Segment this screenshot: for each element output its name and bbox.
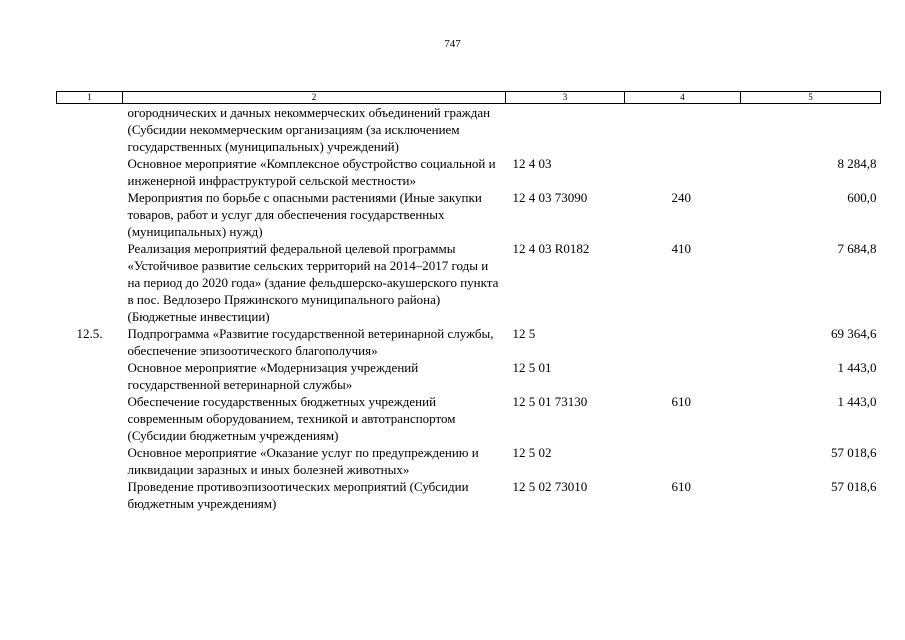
table-row xyxy=(57,155,881,189)
row-code: 12 5 01 xyxy=(512,360,552,375)
page-number: 747 xyxy=(444,38,461,50)
row-expense-type xyxy=(625,325,741,359)
row-expense-type: 610 xyxy=(671,479,691,494)
table-row xyxy=(57,240,881,325)
row-amount: 1 443,0 xyxy=(837,360,877,375)
row-name: Основное мероприятие «Оказание услуг по предупреждению и ликвидации заразных и иных болезней животных» xyxy=(127,445,479,477)
column-header-3: 3 xyxy=(506,92,625,104)
row-name: Реализация мероприятий федеральной целевой программы «Устойчивое развитие сельских территорий на 2014–2017 годы и на период до 2020 года» (здание фельдшерско-акушерского пункта в пос. Ведлозеро Пряжинского муниципального района) (Бюджетные инвестиции) xyxy=(127,241,499,324)
column-header-1: 1 xyxy=(57,92,123,104)
row-code: 12 5 02 xyxy=(512,445,552,460)
row-number xyxy=(57,104,123,156)
row-name: Подпрограмма «Развитие государственной ветеринарной службы, обеспечение эпизоотического благополучия» xyxy=(127,326,494,358)
row-number xyxy=(57,478,123,512)
row-amount: 600,0 xyxy=(847,190,877,205)
row-name: огороднических и дачных некоммерческих объединений граждан (Субсидии некоммерческим организациям (за исключением государственных (муниципальных) учреждений) xyxy=(127,105,491,154)
row-code: 12 4 03 73090 xyxy=(512,190,588,205)
column-header-2: 2 xyxy=(123,92,506,104)
row-amount xyxy=(741,104,881,156)
row-amount: 69 364,6 xyxy=(831,326,877,341)
row-amount: 57 018,6 xyxy=(831,479,877,494)
row-number xyxy=(57,155,123,189)
table-header-row xyxy=(57,92,881,104)
row-number xyxy=(57,189,123,240)
row-code: 12 4 03 xyxy=(512,156,552,171)
column-header-4: 4 xyxy=(625,92,741,104)
row-amount: 8 284,8 xyxy=(837,156,877,171)
row-expense-type xyxy=(625,155,741,189)
row-expense-type xyxy=(625,104,741,156)
row-number xyxy=(57,444,123,478)
row-number xyxy=(57,240,123,325)
table-row xyxy=(57,359,881,393)
row-code: 12 5 02 73010 xyxy=(512,479,588,494)
row-expense-type xyxy=(625,444,741,478)
row-expense-type: 410 xyxy=(671,241,691,256)
row-amount: 1 443,0 xyxy=(837,394,877,409)
row-name: Проведение противоэпизоотических мероприятий (Субсидии бюджетным учреждениям) xyxy=(127,479,469,511)
row-name: Мероприятия по борьбе с опасными растениями (Иные закупки товаров, работ и услуг для обеспечения государственных (муниципальных) нужд) xyxy=(127,190,482,239)
row-number xyxy=(57,359,123,393)
row-amount: 57 018,6 xyxy=(831,445,877,460)
row-expense-type: 240 xyxy=(671,190,691,205)
row-name: Основное мероприятие «Модернизация учреждений государственной ветеринарной службы» xyxy=(127,360,419,392)
row-number: 12.5. xyxy=(76,326,103,341)
row-name: Обеспечение государственных бюджетных учреждений современным оборудованием, техникой и автотранспортом (Субсидии бюджетным учреждениям) xyxy=(127,394,456,443)
table-row xyxy=(57,444,881,478)
row-code: 12 4 03 R0182 xyxy=(512,241,590,256)
row-expense-type: 610 xyxy=(671,394,691,409)
budget-table xyxy=(56,91,881,512)
row-amount: 7 684,8 xyxy=(837,241,877,256)
row-name: Основное мероприятие «Комплексное обустройство социальной и инженерной инфраструктурой сельской местности» xyxy=(127,156,496,188)
table-row xyxy=(57,478,881,512)
table-row xyxy=(57,325,881,359)
column-header-5: 5 xyxy=(741,92,881,104)
row-code: 12 5 xyxy=(512,326,536,341)
row-expense-type xyxy=(625,359,741,393)
row-code: 12 5 01 73130 xyxy=(512,394,588,409)
row-number xyxy=(57,393,123,444)
row-code xyxy=(506,104,625,156)
table-row xyxy=(57,189,881,240)
table-row xyxy=(57,393,881,444)
table-row xyxy=(57,104,881,156)
